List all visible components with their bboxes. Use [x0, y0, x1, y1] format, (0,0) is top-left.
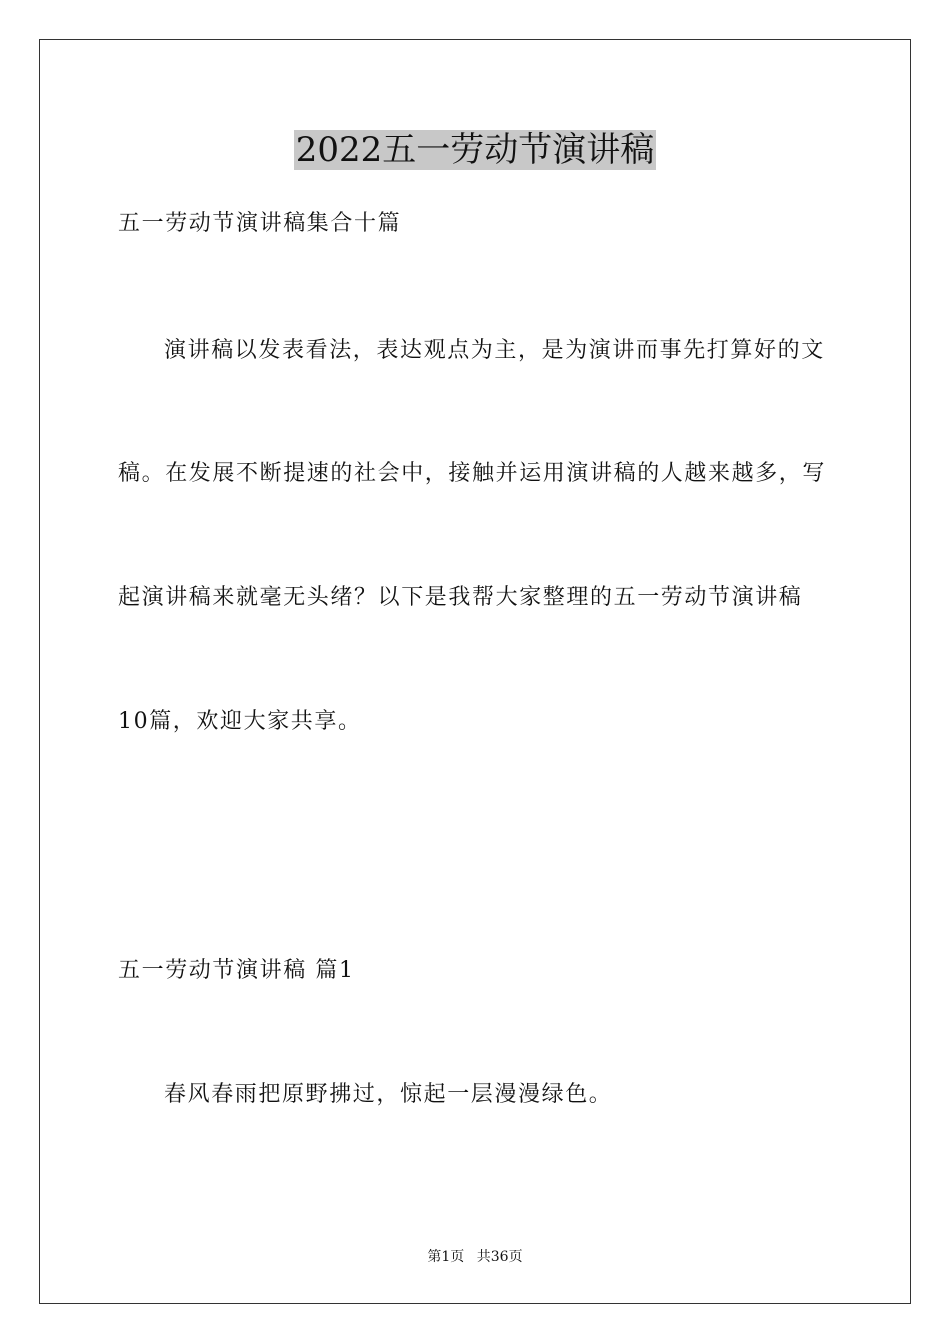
intro-line: 起演讲稿来就毫无头绪？以下是我帮大家整理的五一劳动节演讲稿 [118, 585, 803, 610]
intro-line: 演讲稿以发表看法，表达观点为主，是为演讲而事先打算好的文 [164, 338, 825, 363]
document-subtitle: 五一劳动节演讲稿集合十篇 [118, 211, 402, 236]
intro-line: 10篇，欢迎大家共享。 [118, 709, 362, 734]
page-footer [0, 1247, 950, 1267]
page-total: 共36页 [476, 1249, 523, 1265]
section-line: 春风春雨把原野拂过，惊起一层漫漫绿色。 [164, 1082, 613, 1107]
page-number: 第1页 [427, 1249, 465, 1265]
document-title-text: 2022五一劳动节演讲稿 [295, 130, 655, 170]
intro-line: 稿。在发展不断提速的社会中，接触并运用演讲稿的人越来越多，写 [118, 461, 827, 486]
document-title [0, 127, 950, 173]
section-heading: 五一劳动节演讲稿 篇1 [118, 958, 355, 983]
